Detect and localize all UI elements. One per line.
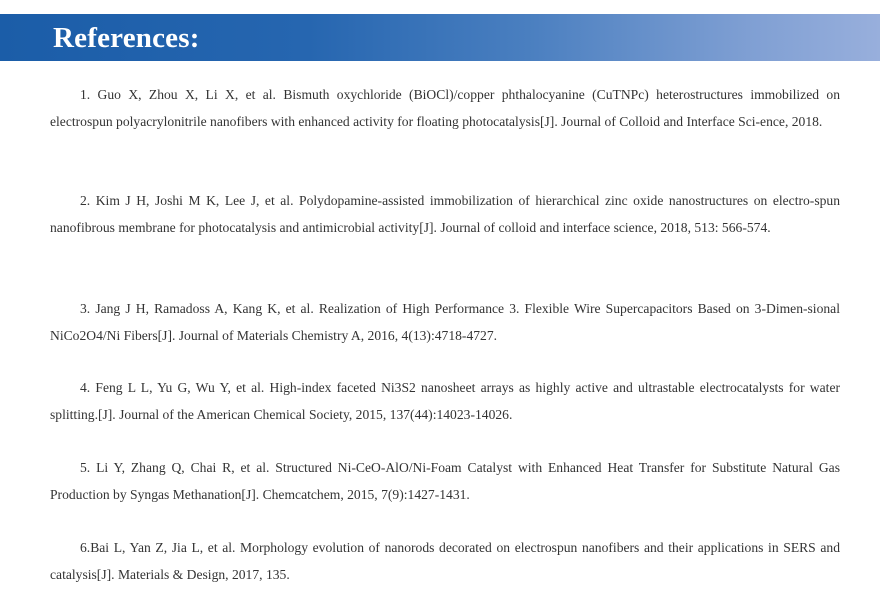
reference-item-3: 3. Jang J H, Ramadoss A, Kang K, et al. Realization of High Performance 3. Flexible Wire Supercapacitors Based on 3-Dimen-sional NiCo2O4/Ni Fibers[J]. Journal of Materials Chemistry A, 2016, 4(13):4718-4727. (50, 301, 840, 343)
reference-item-1: 1. Guo X, Zhou X, Li X, et al. Bismuth oxychloride (BiOCl)/copper phthalocyanine (CuTNPc) heterostructures immobilized on electrospun polyacrylonitrile nanofibers with enhanced activity for floating photocatalysis[J]. Journal of Colloid and Interface Sci-ence, 2018. (50, 87, 840, 129)
reference-item-2: 2. Kim J H, Joshi M K, Lee J, et al. Polydopamine-assisted immobilization of hierarchical zinc oxide nanostructures on electro-spun nanofibrous membrane for photocatalysis and antimicrobial activity[J]. Journal of colloid and interface science, 2018, 513: 566-574. (50, 193, 840, 235)
reference-item-5: 5. Li Y, Zhang Q, Chai R, et al. Structured Ni-CeO-AlO/Ni-Foam Catalyst with Enhanced Heat Transfer for Substitute Natural Gas Production by Syngas Methanation[J]. Chemcatchem, 2015, 7(9):1427-1431. (50, 460, 840, 502)
page-title: References: (53, 22, 200, 54)
reference-item-4: 4. Feng L L, Yu G, Wu Y, et al. High-index faceted Ni3S2 nanosheet arrays as highly active and ultrastable electrocatalysts for water splitting.[J]. Journal of the American Chemical Society, 2015, 137(44):14023-14026. (50, 380, 840, 422)
reference-item-6: 6.Bai L, Yan Z, Jia L, et al. Morphology evolution of nanorods decorated on electrospun nanofibers and their applications in SERS and catalysis[J]. Materials & Design, 2017, 135. (50, 540, 840, 582)
